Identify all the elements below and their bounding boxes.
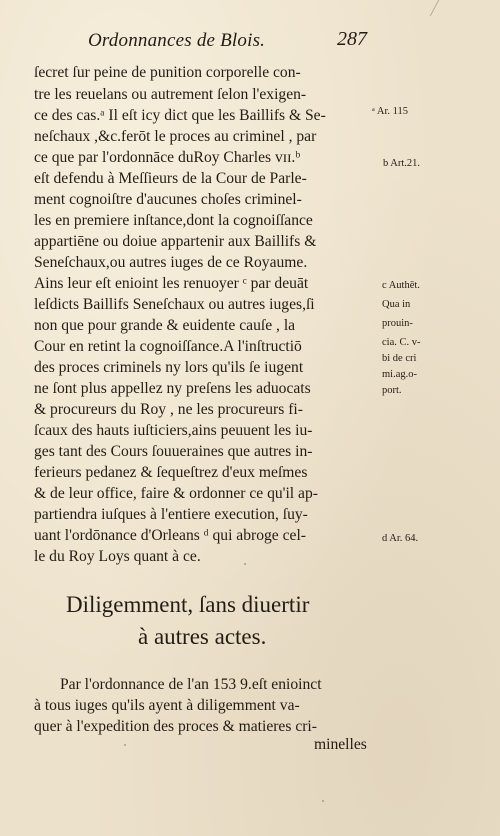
- section-heading-line2: à autres actes.: [138, 624, 267, 649]
- margin-note: c Authēt.: [382, 280, 420, 291]
- body-line: eſt defendu à Meſſieurs de la Cour de Parle-: [34, 170, 307, 187]
- margin-note: prouin-: [382, 318, 413, 329]
- body-line: ce des cas.ᵃ Il eſt icy dict que les Baillifs & Se-: [34, 107, 326, 124]
- body-line: Cour en retint la cognoiſſance.A l'inſtructiō: [34, 338, 302, 355]
- paper-speck: [244, 563, 246, 565]
- margin-note: Qua in: [382, 299, 411, 310]
- section-heading-line1: Diligemment, ſans diuertir: [66, 592, 310, 617]
- section-body-line: à tous iuges qu'ils ayent à diligemment va-: [34, 697, 300, 714]
- section-body-line: Par l'ordonnance de l'an 153 9.eſt enioinct: [60, 676, 322, 693]
- body-line: leſdicts Baillifs Seneſchaux ou autres iuges,ſi: [34, 296, 315, 313]
- body-line: ſecret ſur peine de punition corporelle con-: [34, 64, 301, 81]
- running-title: Ordonnances de Blois.: [88, 30, 266, 51]
- section-body-line: quer à l'expedition des proces & matieres cri-: [34, 718, 317, 735]
- paper-speck: [322, 800, 324, 802]
- body-line: partiendra iuſques à l'entiere execution, ſuy-: [34, 506, 308, 523]
- margin-note: cia. C. v-: [382, 337, 421, 348]
- paper-speck: [124, 744, 126, 746]
- body-line: uant l'ordōnance d'Orleans ᵈ qui abroge cel-: [34, 527, 306, 544]
- body-line: ferieurs pedanez & ſequeſtrez d'eux meſmes: [34, 464, 308, 481]
- body-line: ſcaux des hauts iuſticiers,ains peuuent les iu-: [34, 422, 313, 439]
- body-line: appartiēne ou doiue appartenir aux Baillifs &: [34, 233, 317, 250]
- margin-note: bi de cri: [382, 353, 417, 364]
- body-line: & de leur office, faire & ordonner ce qu'il ap-: [34, 485, 318, 502]
- body-line: Ains leur eſt enioint les renuoyer ᶜ par deuāt: [34, 275, 309, 292]
- margin-note: b Art.21.: [383, 158, 421, 169]
- body-line: le du Roy Loys quant à ce.: [34, 548, 201, 565]
- margin-note: port.: [382, 385, 402, 396]
- body-line: ce que par l'ordonnāce duRoy Charles vɪɪ.ᵇ: [34, 149, 301, 166]
- margin-note: mi.ag.o-: [382, 369, 417, 380]
- body-line: tre les reuelans ou autrement ſelon l'exigen-: [34, 86, 307, 103]
- margin-note: d Ar. 64.: [382, 533, 419, 544]
- body-line: des proces criminels ny lors qu'ils ſe iugent: [34, 359, 304, 376]
- body-line: non que pour grande & euidente cauſe , la: [34, 317, 296, 334]
- page-corner-mark: [430, 0, 454, 16]
- section-body-line: minelles: [314, 736, 367, 753]
- body-line: & procureurs du Roy , ne les procureurs fi-: [34, 401, 303, 418]
- body-line: ment cognoiſtre d'aucunes choſes criminel-: [34, 191, 302, 208]
- body-line: ne ſont plus appellez ny preſens les aduocats: [34, 380, 311, 397]
- body-line: ges tant des Cours ſouueraines que autres in-: [34, 443, 313, 460]
- body-line: les en premiere inſtance,dont la cognoiſſance: [34, 212, 313, 229]
- page-number: 287: [337, 28, 367, 50]
- margin-note: ᵃ Ar. 115: [372, 106, 409, 117]
- body-line: Seneſchaux,ou autres iuges de ce Royaume.: [34, 254, 308, 271]
- body-line: neſchaux ,&c.ferōt le proces au criminel , par: [34, 128, 317, 145]
